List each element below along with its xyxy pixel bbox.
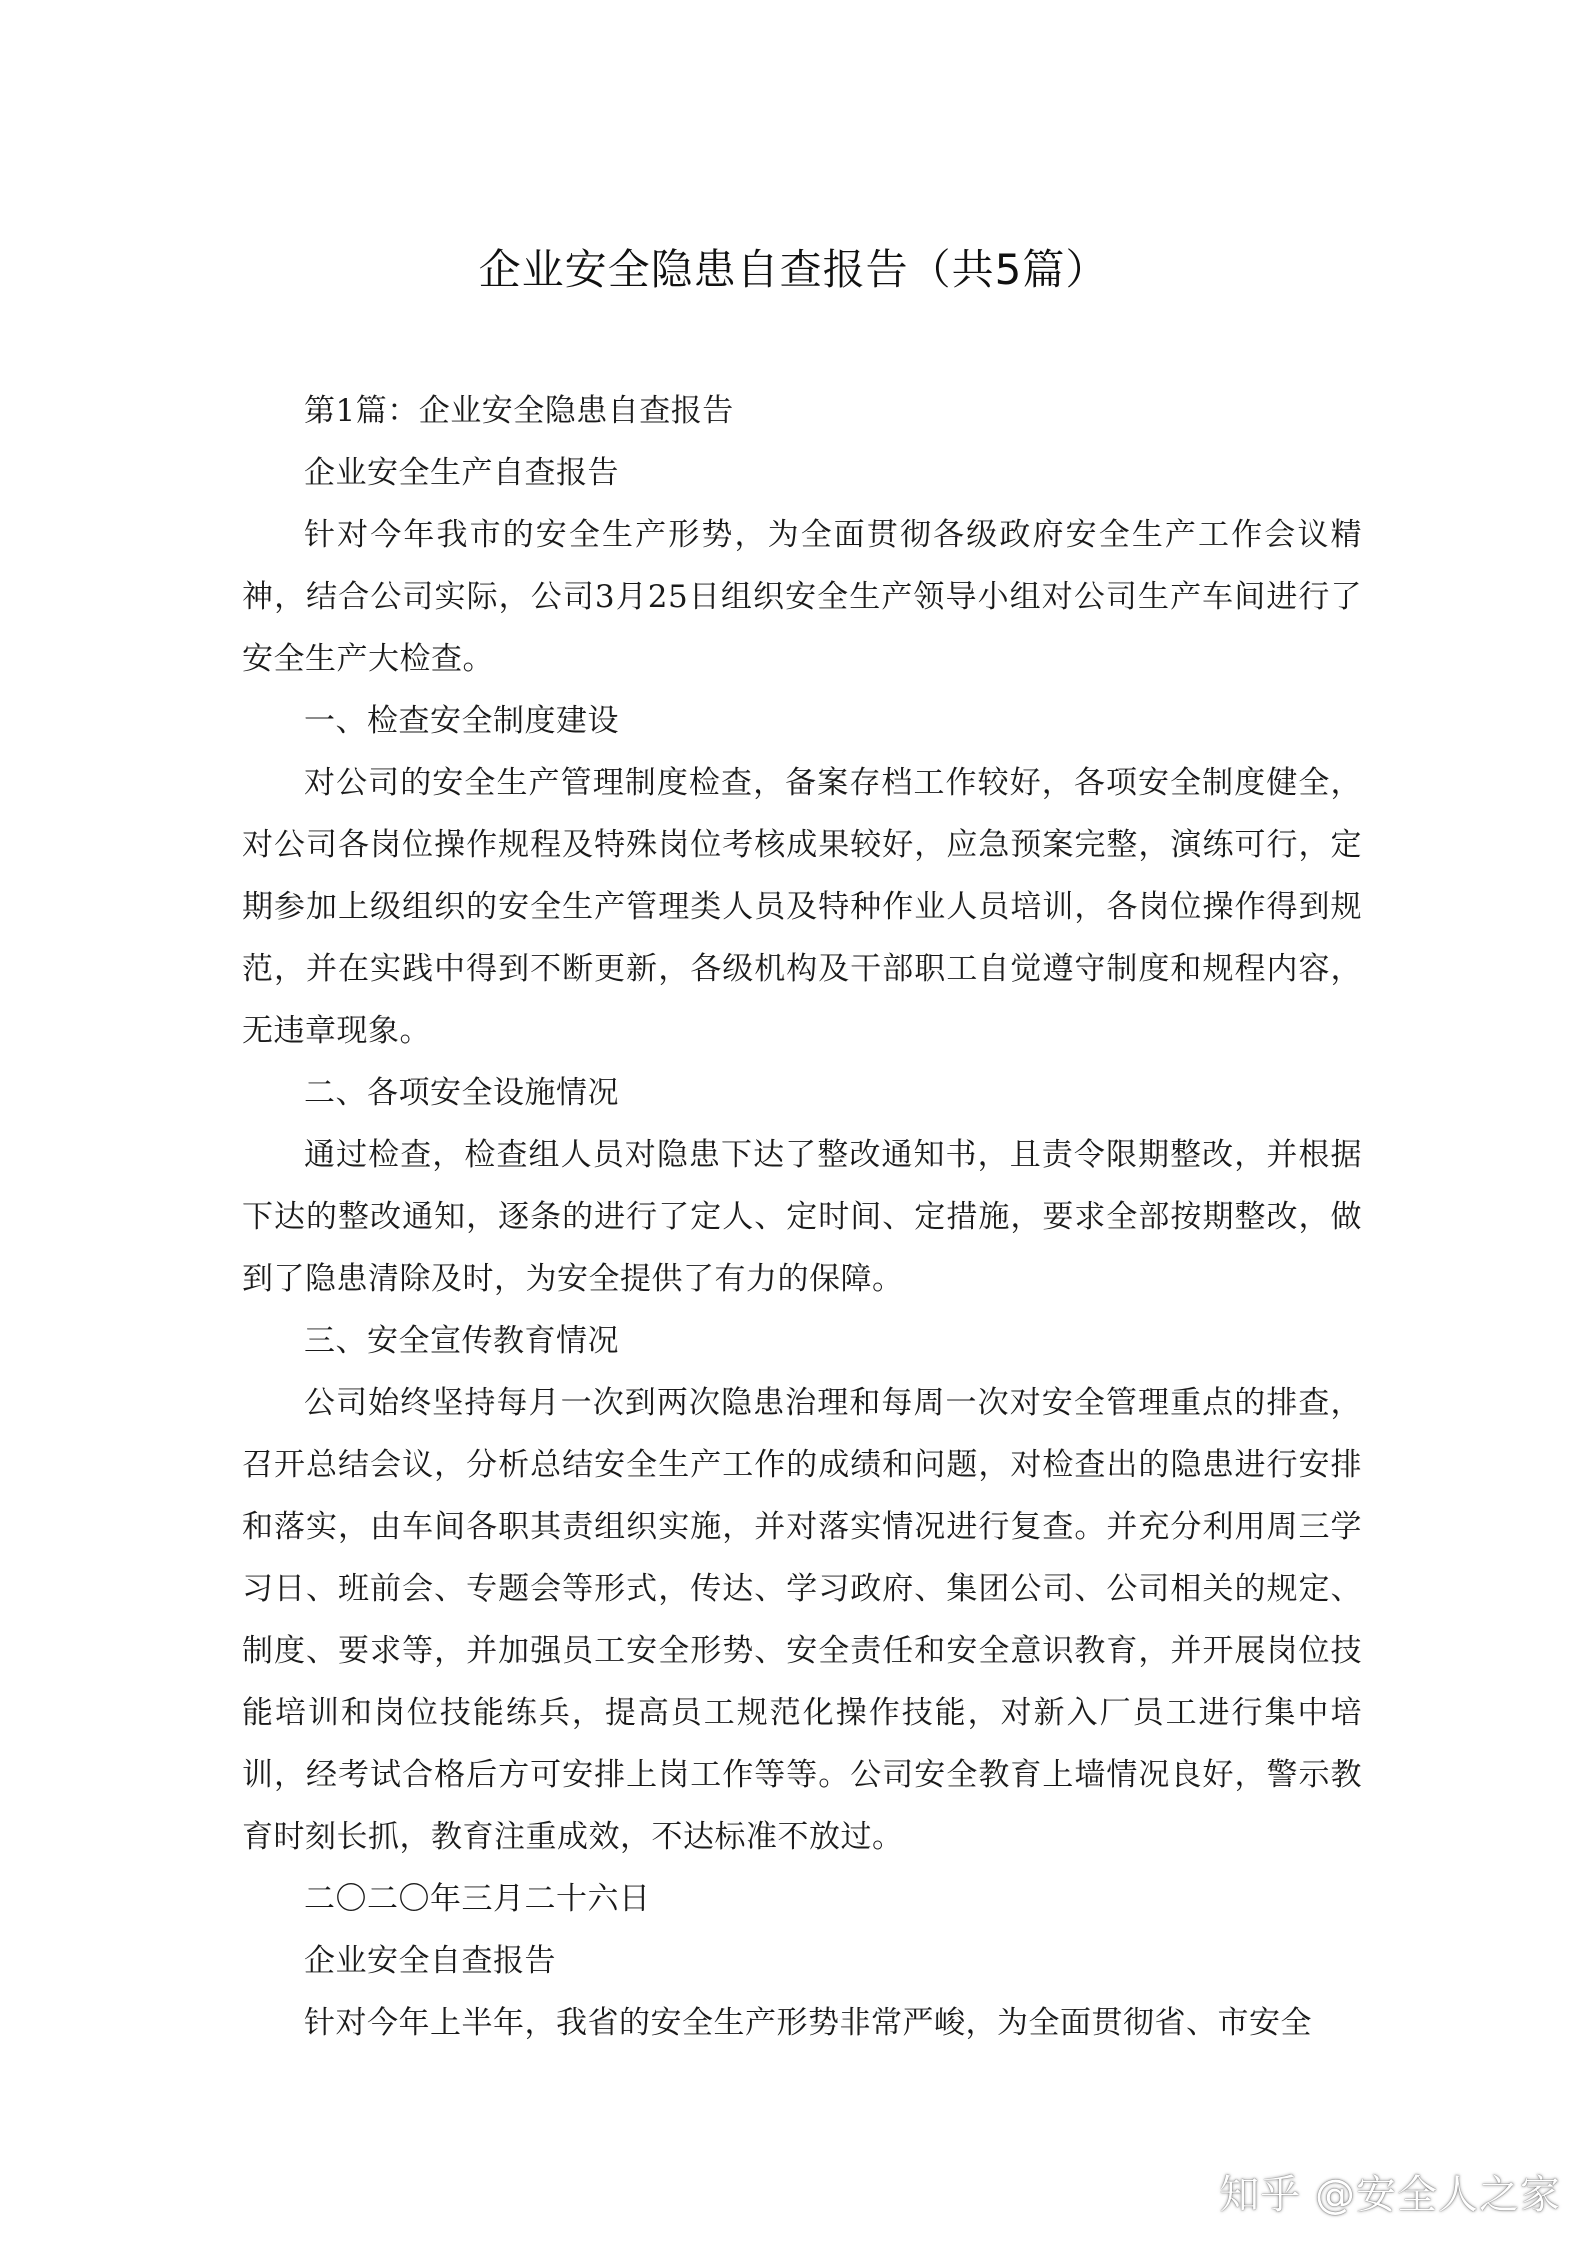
paragraph-section-heading: 第1篇：企业安全隐患自查报告 bbox=[304, 393, 734, 429]
watermark-text: 知乎 @安全人之家 bbox=[1219, 2171, 1561, 2218]
paragraph-heading-1: 一、检查安全制度建设 bbox=[304, 703, 619, 739]
paragraph-report-title: 企业安全生产自查报告 bbox=[304, 455, 619, 491]
paragraph-second-report-intro: 针对今年上半年，我省的安全生产形势非常严峻，为全面贯彻省、市安全 bbox=[304, 2005, 1312, 2041]
paragraph-body-3: 公司始终坚持每月一次到两次隐患治理和每周一次对安全管理重点的排查，召开总结会议，分析总结安全生产工作的成绩和问题，对检查出的隐患进行安排和落实，由车间各职其责组织实施，并对落实情况进行复查。并充分利用周三学习日、班前会、专题会等形式，传达、学习政府、集团公司、公司相关的规定、制度、要求等，并加强员工安全形势、安全责任和安全意识教育，并开展岗位技能培训和岗位技能练兵，提高员工规范化操作技能，对新入厂员工进行集中培训，经考试合格后方可安排上岗工作等等。公司安全教育上墙情况良好，警示教育时刻长抓，教育注重成效，不达标准不放过。 bbox=[242, 1385, 1362, 1855]
paragraph-body-2: 通过检查，检查组人员对隐患下达了整改通知书，且责令限期整改，并根据下达的整改通知，逐条的进行了定人、定时间、定措施，要求全部按期整改，做到了隐患清除及时，为安全提供了有力的保障。 bbox=[242, 1137, 1362, 1297]
paragraph-second-report-title: 企业安全自查报告 bbox=[304, 1943, 556, 1979]
zhihu-watermark bbox=[1219, 2163, 1561, 2219]
document-body bbox=[242, 380, 1362, 2054]
paragraph-heading-3: 三、安全宣传教育情况 bbox=[304, 1323, 619, 1359]
document-title: 企业安全隐患自查报告（共5篇） bbox=[478, 245, 1109, 294]
paragraph-date: 二〇二〇年三月二十六日 bbox=[304, 1881, 651, 1917]
paragraph-heading-2: 二、各项安全设施情况 bbox=[304, 1075, 619, 1111]
paragraph-intro: 针对今年我市的安全生产形势，为全面贯彻各级政府安全生产工作会议精神，结合公司实际，公司3月25日组织安全生产领导小组对公司生产车间进行了安全生产大检查。 bbox=[242, 517, 1362, 677]
paragraph-body-1: 对公司的安全生产管理制度检查，备案存档工作较好，各项安全制度健全，对公司各岗位操作规程及特殊岗位考核成果较好，应急预案完整，演练可行，定期参加上级组织的安全生产管理类人员及特种作业人员培训，各岗位操作得到规范，并在实践中得到不断更新，各级机构及干部职工自觉遵守制度和规程内容，无违章现象。 bbox=[242, 765, 1362, 1049]
